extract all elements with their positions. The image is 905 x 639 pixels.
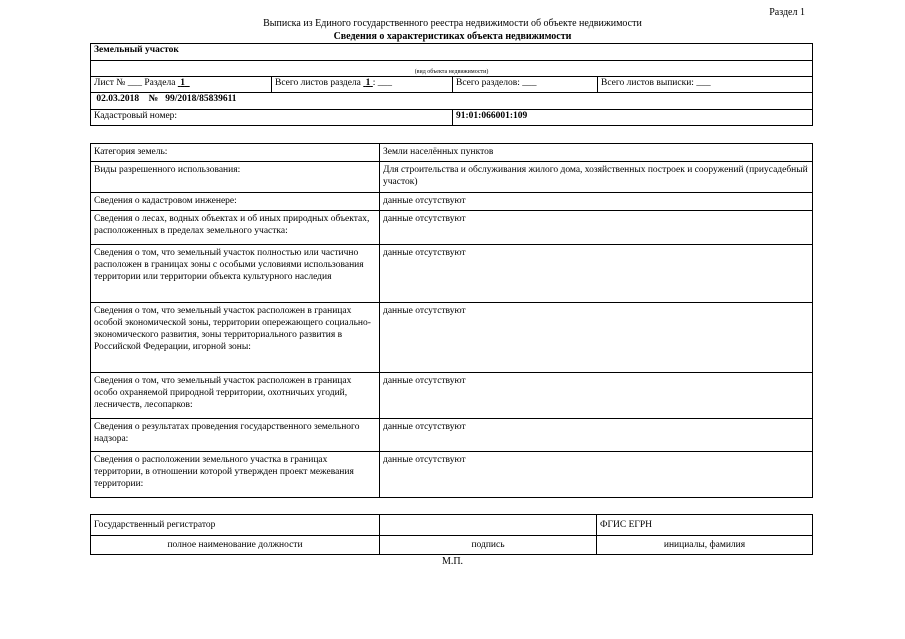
object-type: Земельный участок <box>91 44 813 61</box>
cadastral-label: Кадастровый номер: <box>91 110 453 126</box>
property-value: данные отсутствуют <box>380 211 813 245</box>
extract-date: 02.03.2018 <box>96 94 140 104</box>
date-number-row <box>91 93 813 110</box>
sheet-number-label: Лист № ___ Раздела <box>94 78 176 88</box>
property-row <box>91 419 813 452</box>
property-value: данные отсутствуют <box>380 193 813 211</box>
property-value: Для строительства и обслуживания жилого дома, хозяйственных построек и сооружений (приусадебный участок) <box>380 162 813 193</box>
signature-table <box>90 514 813 555</box>
total-sheets-value: 1 <box>365 78 371 88</box>
property-row <box>91 245 813 303</box>
sheet-number <box>91 77 272 93</box>
property-label: Сведения о том, что земельный участок полностью или частично расположен в границах зоны с особыми условиями использования территории или территории объекта культурного наследия <box>91 245 380 303</box>
property-row <box>91 303 813 373</box>
total-extract-sheets: Всего листов выписки: ___ <box>598 77 813 93</box>
total-sheets-label: Всего листов раздела <box>275 78 361 88</box>
property-value: данные отсутствуют <box>380 373 813 419</box>
stamp-place: М.П. <box>441 556 464 567</box>
registrar-position: Государственный регистратор <box>91 515 380 536</box>
property-label: Сведения о расположении земельного участка в границах территории, в отношении которой утвержден проект межевания территории: <box>91 452 380 498</box>
property-label: Сведения о том, что земельный участок расположен в границах особой экономической зоны, территории опережающего социально-экономического развития, зоны территориального развития в Российской Федерации, игорной зоны: <box>91 303 380 373</box>
total-sheets-tail: : ___ <box>372 78 393 88</box>
property-value: данные отсутствуют <box>380 452 813 498</box>
property-row <box>91 144 813 162</box>
property-value: Земли населённых пунктов <box>380 144 813 162</box>
document-subtitle: Сведения о характеристиках объекта недвижимости <box>333 31 572 42</box>
property-value: данные отсутствуют <box>380 303 813 373</box>
sheet-section-value: 1 <box>180 78 185 88</box>
property-label: Виды разрешенного использования: <box>91 162 380 193</box>
object-type-caption: (вид объекта недвижимости) <box>91 61 813 77</box>
property-value: данные отсутствуют <box>380 419 813 452</box>
property-label: Категория земель: <box>91 144 380 162</box>
cadastral-value: 91:01:066001:109 <box>453 110 813 126</box>
extract-number: 99/2018/85839611 <box>165 94 237 104</box>
caption-signature: подпись <box>380 536 597 555</box>
total-section-sheets <box>272 77 453 93</box>
section-label: Раздел 1 <box>769 7 805 18</box>
property-label: Сведения о результатах проведения государственного земельного надзора: <box>91 419 380 452</box>
properties-table <box>90 143 813 498</box>
registrar-name: ФГИС ЕГРН <box>597 515 813 536</box>
caption-position: полное наименование должности <box>91 536 380 555</box>
property-label: Сведения о лесах, водных объектах и об иных природных объектах, расположенных в пределах земельного участка: <box>91 211 380 245</box>
number-sign: № <box>148 94 159 104</box>
property-row <box>91 211 813 245</box>
property-label: Сведения о кадастровом инженере: <box>91 193 380 211</box>
property-row <box>91 193 813 211</box>
document-title: Выписка из Единого государственного реестра недвижимости об объекте недвижимости <box>263 18 642 29</box>
property-label: Сведения о том, что земельный участок расположен в границах особо охраняемой природной территории, охотничьих угодий, лесничеств, лесопарков: <box>91 373 380 419</box>
registrar-signature <box>380 515 597 536</box>
property-row <box>91 373 813 419</box>
object-header-table <box>90 43 813 126</box>
caption-name: инициалы, фамилия <box>597 536 813 555</box>
property-value: данные отсутствуют <box>380 245 813 303</box>
property-row <box>91 452 813 498</box>
total-sections: Всего разделов: ___ <box>453 77 598 93</box>
property-row <box>91 162 813 193</box>
